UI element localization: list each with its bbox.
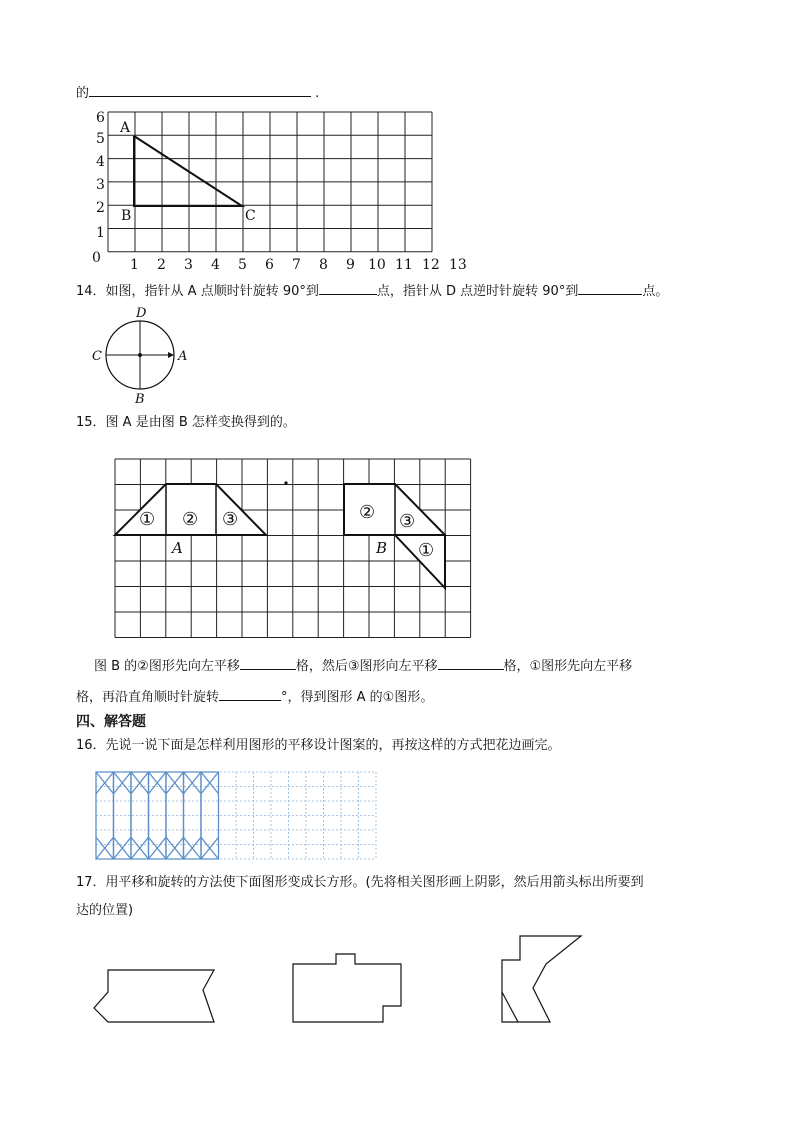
clock-dial — [88, 304, 198, 404]
x-tick: 11 — [395, 257, 413, 270]
q14-text-2: 点，指针从 D 点逆时针旋转 90°到 — [376, 284, 579, 299]
answer-blank[interactable] — [240, 655, 296, 670]
q16-text: 16．先说一说下面是怎样利用图形的平移设计图案的，再按这样的方式把花边画完。 — [76, 738, 561, 753]
answer-blank[interactable] — [319, 280, 377, 295]
triangle-abc — [134, 136, 242, 206]
q15-line-2 — [76, 686, 433, 707]
point-label-a: A — [120, 120, 131, 136]
x-tick: 2 — [157, 257, 166, 270]
answer-blank[interactable] — [89, 82, 311, 97]
q14-text-3: 点。 — [642, 284, 669, 299]
q15-text: °，得到图形 A 的①图形。 — [281, 690, 434, 705]
point-label-b: B — [121, 208, 132, 224]
y-tick: 6 — [96, 110, 105, 126]
answer-line-top — [76, 82, 319, 103]
top-line-suffix: . — [315, 86, 320, 101]
y-tick: 1 — [96, 225, 105, 241]
top-line-prefix: 的 — [76, 86, 90, 101]
x-tick: 9 — [346, 257, 355, 270]
x-tick: 3 — [184, 257, 193, 270]
figure-notch-line — [502, 992, 518, 1022]
shape-label-one: ① — [139, 509, 156, 530]
x-tick: 6 — [265, 257, 274, 270]
y-tick: 3 — [96, 177, 105, 193]
x-tick: 5 — [238, 257, 247, 270]
y-tick: 2 — [96, 200, 105, 216]
shape-label-three: ③ — [399, 511, 416, 532]
x-tick: 8 — [319, 257, 328, 270]
x-tick: 1 — [130, 257, 139, 270]
answer-blank[interactable] — [438, 655, 504, 670]
q15-text: 格，①图形先向左平移 — [503, 659, 633, 674]
y-tick: 4 — [96, 154, 105, 170]
figure-flag-shape — [94, 970, 214, 1022]
dial-label-a: A — [178, 349, 188, 364]
x-tick: 12 — [422, 257, 440, 270]
grid-lines — [108, 112, 432, 252]
transform-grid — [112, 456, 476, 642]
figure-house-shape — [293, 954, 401, 1022]
question-14 — [76, 280, 668, 301]
q15-text: 图 B 的②图形先向左平移 — [94, 659, 240, 674]
q15-line-1 — [94, 655, 632, 676]
figure-label-a: A — [172, 539, 183, 557]
grid-dot — [284, 481, 287, 484]
shape-label-one: ① — [418, 540, 435, 561]
dial-label-d: D — [136, 306, 147, 321]
q17-line-1: 17．用平移和旋转的方法使下面图形变成长方形。(先将相关图形画上阴影，然后用箭头标出所要到 — [76, 875, 644, 890]
shape-label-three: ③ — [222, 509, 239, 530]
answer-blank[interactable] — [219, 686, 281, 701]
x-tick: 7 — [292, 257, 301, 270]
y-tick: 0 — [92, 250, 101, 266]
q15-text: 格，再沿直角顺时针旋转 — [76, 690, 220, 705]
q14-text-1: 14．如图，指针从 A 点顺时针旋转 90°到 — [76, 284, 319, 299]
x-tick: 13 — [449, 257, 467, 270]
q15-text: 格，然后③图形向左平移 — [295, 659, 438, 674]
dial-label-c: C — [92, 349, 102, 364]
figure-label-b: B — [376, 539, 388, 557]
x-tick: 4 — [211, 257, 220, 270]
border-pattern — [94, 770, 388, 860]
dial-center — [138, 353, 142, 357]
q15-title: 15．图 A 是由图 B 怎样变换得到的。 — [76, 415, 296, 430]
coordinate-grid — [88, 108, 468, 270]
answer-blank[interactable] — [578, 280, 642, 295]
figure-funnel-shape — [502, 936, 581, 1022]
y-tick: 5 — [96, 131, 105, 147]
q17-line-2: 达的位置) — [76, 903, 134, 918]
pointer-arrow — [168, 352, 174, 358]
x-tick: 10 — [368, 257, 386, 270]
section-heading: 四、解答题 — [76, 714, 146, 730]
point-label-c: C — [245, 208, 256, 224]
q17-figures — [88, 930, 598, 1040]
shape-label-two: ② — [182, 509, 199, 530]
shape-label-two: ② — [359, 502, 376, 523]
dial-label-b: B — [135, 392, 145, 404]
